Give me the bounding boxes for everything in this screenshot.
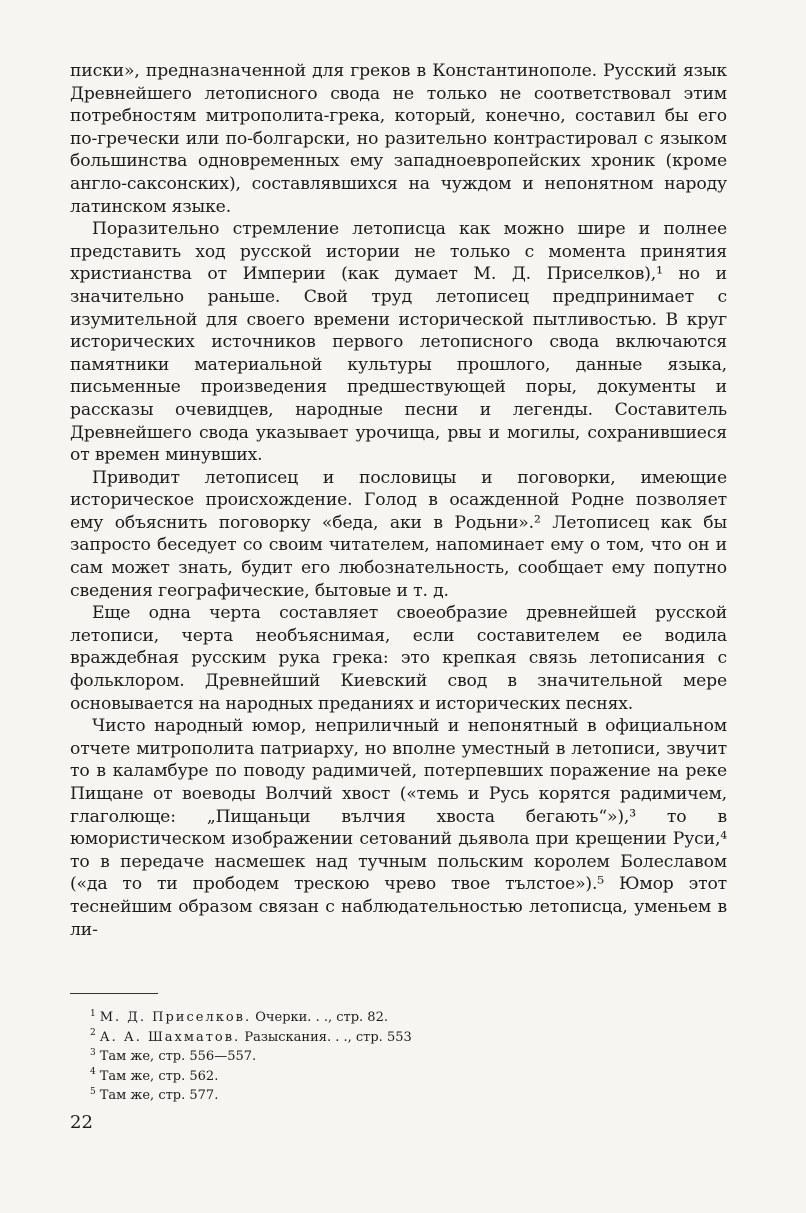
- footnotes: [90, 1008, 650, 1106]
- paragraph-2: Поразительно стремление летописца как можно шире и полнее представить ход русской истории не только с момента принятия христианства от Империи (как думает М. Д. Приселков),¹ но и значительно раньше. Свой труд летописец предпринимает с изумительной для своего времени исторической пытливостью. В круг исторических источников первого летописного свода включаются памятники материальной культуры прошлого, данные языка, письменные произведения предшествующей поры, документы и рассказы очевидцев, народные песни и легенды. Составитель Древнейшего свода указывает урочища, рвы и могилы, сохранившиеся от времен минувших.: [70, 219, 727, 466]
- page-body: [70, 60, 727, 941]
- footnote-5: [90, 1086, 650, 1106]
- footnote-number: 4: [90, 1067, 96, 1078]
- footnote-4: [90, 1067, 650, 1087]
- footnote-author: М. Д. Приселков.: [99, 1010, 252, 1025]
- footnote-number: 1: [90, 1008, 96, 1019]
- footnote-2: [90, 1028, 650, 1048]
- footnote-text: Там же, стр. 556—557.: [99, 1049, 257, 1064]
- footnote-author: А. А. Шахматов.: [99, 1029, 241, 1045]
- paragraph-5: Чисто народный юмор, неприличный и непонятный в официальном отчете митрополита патриарху, но вполне уместный в летописи, звучит то в каламбуре по поводу радимичей, потерпевших поражение на реке Пищане от воеводы Волчий хвост («темь и Русь корятся радимичем, глаголюще: „Пищаньци вълчия хвоста бегають“»),³ то в юмористическом изображении сетований дьявола при крещении Руси,⁴ то в передаче насмешек над тучным польским королем Болеславом («да то ти прободем трескою чрево твое тълстое»).⁵ Юмор этот теснейшим образом связан с наблюдательностью летописца, уменьем в ли-: [70, 716, 727, 940]
- footnote-number: 3: [90, 1047, 96, 1058]
- main-text: [70, 60, 727, 941]
- footnote-text: Там же, стр. 562.: [99, 1068, 219, 1084]
- footnote-3: [90, 1047, 650, 1067]
- footnote-number: 2: [90, 1028, 96, 1039]
- footnote-text: Разыскания. . ., стр. 553: [244, 1029, 412, 1045]
- footnote-text: Очерки. . ., стр. 82.: [255, 1010, 388, 1025]
- paragraph-3: Приводит летописец и пословицы и поговорки, имеющие историческое происхождение. Голод в осажденной Родне позволяет ему объяснить поговорку «беда, аки в Родьни».² Летописец как бы запросто беседует со своим читателем, напоминает ему о том, что он и сам может знать, будит его любознательность, сообщает ему попутно сведения географические, бытовые и т. д.: [70, 467, 727, 601]
- footnote-number: 5: [90, 1086, 96, 1097]
- footnote-1: [90, 1008, 650, 1028]
- footnote-divider: [70, 993, 158, 994]
- paragraph-1: писки», предназначенной для греков в Константинополе. Русский язык Древнейшего летописного свода не только не соответствовал этим потребностям митрополита-грека, который, конечно, составил бы его по-гречески или по-болгарски, но разительно контрастировал с языком большинства одновременных ему западноевропейских хроник (кроме англо-саксонских), составлявшихся на чуждом и непонятном народу латинском языке.: [70, 61, 727, 217]
- footnote-text: Там же, стр. 577.: [99, 1088, 219, 1103]
- page-number: 22: [70, 1112, 93, 1133]
- paragraph-4: Еще одна черта составляет своеобразие древнейшей русской летописи, черта необъяснимая, если составителем ее водила враждебная русским рука грека: это крепкая связь летописания с фольклором. Древнейший Киевский свод в значительной мере основывается на народных преданиях и исторических песнях.: [70, 603, 727, 714]
